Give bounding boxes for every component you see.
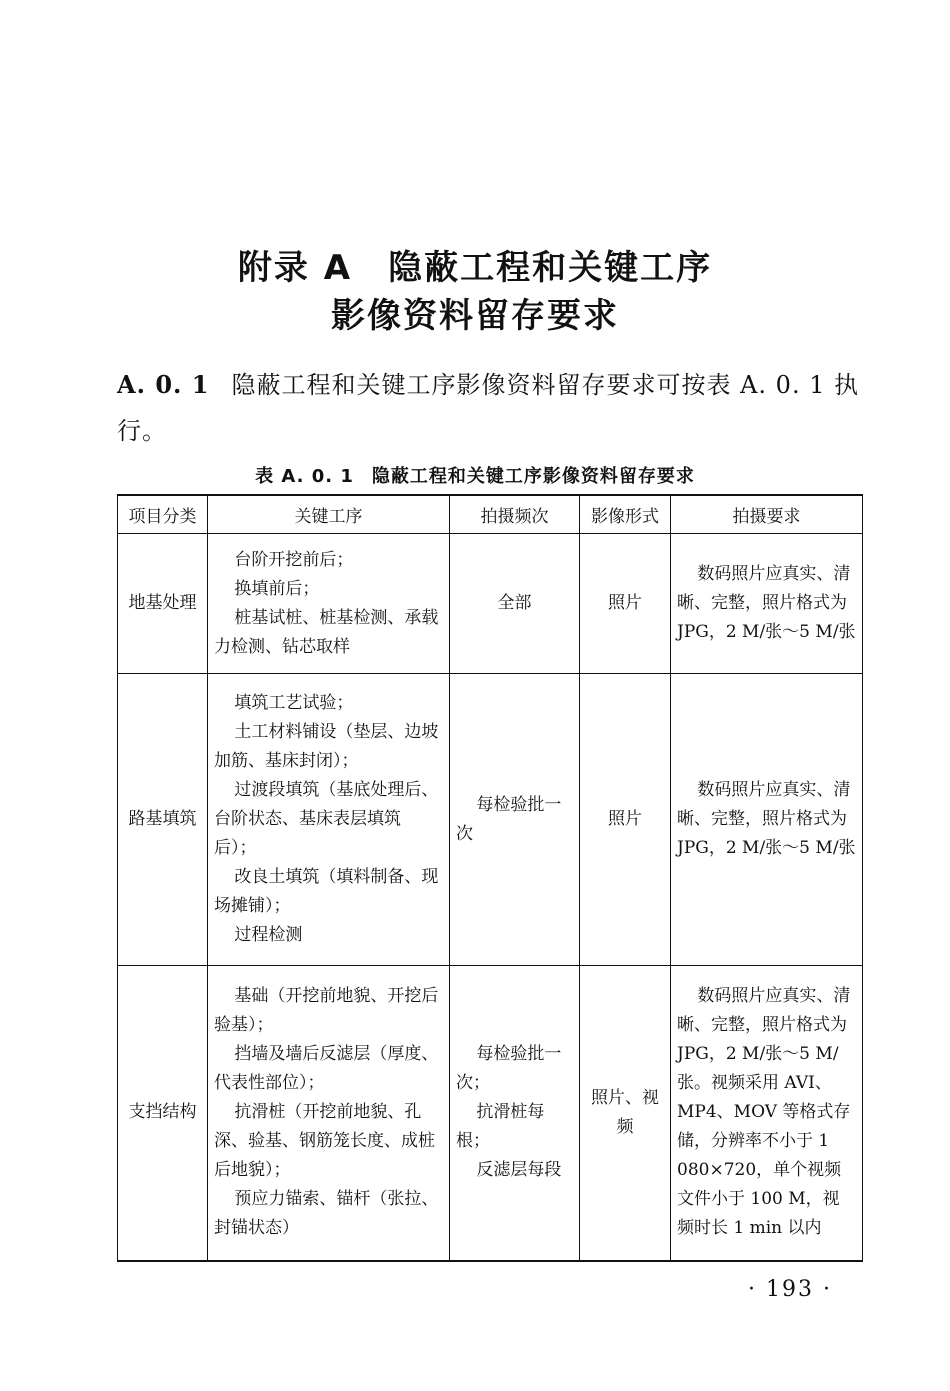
clause-number: A. 0. 1 (117, 370, 210, 399)
header-requirements: 拍摄要求 (671, 495, 863, 534)
appendix-title-line2: 影像资料留存要求 (331, 296, 619, 336)
row-frequency (450, 534, 580, 674)
table-row (118, 534, 863, 674)
row-requirement: 数码照片应真实、清晰、完整，照片格式为 JPG，2 M/张～5 M/张。视频采用 AVI、MP4、MOV 等格式存储，分辨率不小于 1 080×720，单个视频文件小于 100 M，视频时长 1 min 以内 (671, 966, 863, 1261)
process-step: 过程检测 (234, 925, 303, 945)
header-key-process: 关键工序 (208, 495, 450, 534)
process-step: 填筑工艺试验； (234, 693, 354, 713)
row-key-process (208, 534, 450, 674)
process-step: 基础（开挖前地貌、开挖后验基）； (214, 986, 439, 1036)
table-row (118, 674, 863, 966)
header-category: 项目分类 (118, 495, 208, 534)
frequency-item: 反滤层每段 (476, 1160, 562, 1181)
row-category: 地基处理 (118, 534, 208, 674)
process-step: 抗滑桩（开挖前地貌、孔深、验基、钢筋笼长度、成桩后地貌）； (214, 1102, 435, 1181)
row-media-format: 照片 (580, 674, 671, 966)
table-row (118, 966, 863, 1261)
row-requirement: 数码照片应真实、清晰、完整，照片格式为 JPG，2 M/张～5 M/张 (671, 534, 863, 674)
table-caption-number: 表 A. 0. 1 (255, 466, 354, 487)
row-frequency (450, 674, 580, 966)
row-requirement: 数码照片应真实、清晰、完整，照片格式为 JPG，2 M/张～5 M/张 (671, 674, 863, 966)
frequency-item: 每检验批一次； (456, 1044, 562, 1094)
row-media-format: 照片 (580, 534, 671, 674)
process-step: 过渡段填筑（基底处理后、台阶状态、基床表层填筑后）； (214, 780, 439, 858)
frequency-item: 全部 (497, 593, 532, 613)
row-category: 支挡结构 (118, 966, 208, 1261)
row-media-format: 照片、视频 (580, 966, 671, 1261)
requirements-table (117, 494, 863, 1262)
process-step: 换填前后； (234, 578, 320, 599)
frequency-item: 每检验批一次 (456, 794, 562, 844)
process-step: 土工材料铺设（垫层、边坡加筋、基床封闭）； (214, 722, 439, 771)
clause-paragraph (117, 362, 867, 454)
process-step: 挡墙及墙后反滤层（厚度、代表性部位）； (214, 1044, 439, 1094)
row-key-process (208, 674, 450, 966)
header-media-format: 影像形式 (580, 495, 671, 534)
process-step: 桩基试桩、桩基检测、承载力检测、钻芯取样 (214, 607, 439, 657)
process-step: 预应力锚索、锚杆（张拉、封锚状态） (214, 1189, 439, 1239)
table-header-row (118, 495, 863, 534)
appendix-title-line1: 附录 A 隐蔽工程和关键工序 (237, 248, 713, 288)
frequency-item: 抗滑桩每根； (456, 1102, 545, 1152)
page-number: · 193 · (748, 1277, 832, 1302)
row-key-process (208, 966, 450, 1261)
table-caption (0, 462, 950, 488)
table-caption-title: 隐蔽工程和关键工序影像资料留存要求 (371, 466, 695, 487)
process-step: 改良土填筑（填料制备、现场摊铺）； (214, 867, 439, 916)
header-frequency: 拍摄频次 (450, 495, 580, 534)
row-category: 路基填筑 (118, 674, 208, 966)
process-step: 台阶开挖前后； (234, 549, 354, 570)
clause-text: 隐蔽工程和关键工序影像资料留存要求可按表 A. 0. 1 执行。 (117, 371, 860, 445)
row-frequency (450, 966, 580, 1261)
